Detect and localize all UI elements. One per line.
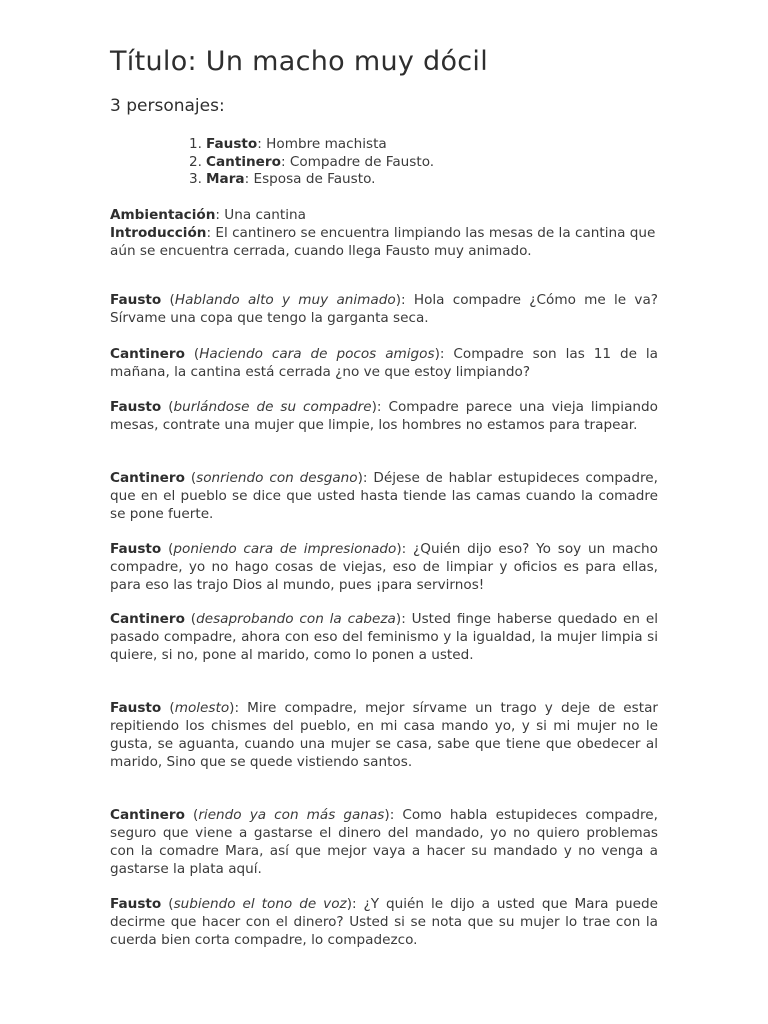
stage-direction: riendo ya con más ganas [198,807,385,823]
cast-number: 3. [189,171,202,187]
intro-label: Introducción [110,225,207,241]
dialogue-text: Compadre son las 11 de la mañana, la cantina está cerrada ¿no ve que estoy limpiando? [110,346,658,380]
dialogue-line: Fausto (Hablando alto y muy animado): Hola compadre ¿Cómo me le va? Sírvame una copa que tengo la garganta seca. [110,292,659,326]
cast-description: : Compadre de Fausto. [280,153,435,170]
dialogue-line: Fausto (poniendo cara de impresionado): ¿Quién dijo eso? Yo soy un macho compadre, yo no hago cosas de viejas, eso de limpiar y oficios es para ellas, para eso las trajo Dios al mundo, pues ¡para servirnos! [110,541,658,593]
dialogue-line: Fausto (molesto): Mire compadre, mejor sírvame un trago y deje de estar repitiendo los chismes del pueblo, en mi casa mando yo, y si mi mujer no le gusta, se aguanta, cuando una mujer se casa, sabe que tiene que obedecer al marido, Sino que se quede vistiendo santos. [110,700,659,770]
stage-direction: molesto [174,700,230,716]
speaker-name: Cantinero [110,470,185,486]
stage-direction: subiendo el tono de voz [173,896,347,912]
speaker-name: Fausto [110,399,162,415]
intro-text: : El cantinero se encuentra limpiando las mesas de la cantina que aún se encuentra cerrada, cuando llega Fausto muy animado. [110,225,656,259]
intro-line [110,224,658,260]
speaker-name: Fausto [110,896,162,912]
dialogue-text: Compadre parece una vieja limpiando mesas, contrate una mujer que limpie, los hombres no estamos para trapear. [110,399,658,433]
dialogue-text: ¿Y quién le dijo a usted que Mara puede decirme que hacer con el dinero? Usted si se nota que su mujer lo trae con la cuerda bien corta compadre, lo compadezco. [110,896,658,948]
cast-item [180,171,434,189]
dialogue-line: Cantinero (Haciendo cara de pocos amigos): Compadre son las 11 de la mañana, la cantina está cerrada ¿no ve que estoy limpiando? [110,346,658,380]
cast-name: Mara [206,171,245,187]
cast-description: : Hombre machista [257,136,387,152]
dialogue-text: Hola compadre ¿Cómo me le va? Sírvame una copa que tengo la garganta seca. [110,292,659,326]
dialogue-line: Cantinero (sonriendo con desgano): Déjese de hablar estupideces compadre, que en el pueblo se dice que usted hasta tiende las camas cuando la comadre se pone fuerte. [110,470,658,522]
stage-direction: burlándose de su compadre [173,399,372,415]
cast-number: 1. [189,136,202,152]
stage-direction: Hablando alto y muy animado [174,292,396,308]
dialogue-text: Mire compadre, mejor sírvame un trago y deje de estar repitiendo los chismes del pueblo, en mi casa mando yo, y si mi mujer no le gusta, se aguanta, cuando una mujer se casa, sabe que tiene que obedecer al marido, Sino que se quede vistiendo santos. [110,700,659,770]
cast-name: Fausto [206,136,258,152]
dialogue-line: Fausto (subiendo el tono de voz): ¿Y quién le dijo a usted que Mara puede decirme que hacer con el dinero? Usted si se nota que su mujer lo trae con la cuerda bien corta compadre, lo compadezco. [110,896,658,948]
document-title: Título: Un macho muy dócil [110,46,489,77]
cast-item [180,136,434,154]
setting-text: : Una cantina [215,207,306,223]
cast-heading: 3 personajes: [110,96,225,116]
speaker-name: Cantinero [110,346,185,362]
stage-direction: Haciendo cara de pocos amigos [199,346,435,362]
setting-label: Ambientación [110,207,216,223]
stage-direction: sonriendo con desgano [196,470,358,486]
speaker-name: Fausto [110,700,162,716]
cast-name: Cantinero [206,153,281,170]
speaker-name: Cantinero [110,611,185,627]
setting-line [110,206,658,224]
stage-direction: poniendo cara de impresionado [173,541,397,557]
setting-block [110,206,658,260]
cast-item [180,154,434,172]
dialogue-text: ¿Quién dijo eso? Yo soy un macho compadre, yo no hago cosas de viejas, eso de limpiar y oficios es para ellas, para eso las trajo Dios al mundo, pues ¡para servirnos! [110,541,658,593]
cast-number: 2. [189,153,202,170]
dialogue-line: Cantinero (riendo ya con más ganas): Como habla estupideces compadre, seguro que viene a gastarse el dinero del mandado, yo no quiero problemas con la comadre Mara, así que mejor vaya a hacer su mandado y no venga a gastarse la plata aquí. [110,807,658,877]
stage-direction: desaprobando con la cabeza [196,611,396,627]
speaker-name: Fausto [110,292,162,308]
dialogue-line: Fausto (burlándose de su compadre): Compadre parece una vieja limpiando mesas, contrate una mujer que limpie, los hombres no estamos para trapear. [110,399,658,433]
speaker-name: Fausto [110,541,162,557]
dialogue-line: Cantinero (desaprobando con la cabeza): Usted finge haberse quedado en el pasado compadre, ahora con eso del feminismo y la igualdad, la mujer limpia si quiere, si no, pone al marido, como lo ponen a usted. [110,611,658,663]
dialogue-text: Como habla estupideces compadre, seguro que viene a gastarse el dinero del mandado, yo no quiero problemas con la comadre Mara, así que mejor vaya a hacer su mandado y no venga a gastarse la plata aquí. [110,807,658,877]
cast-description: : Esposa de Fausto. [244,171,376,187]
dialogue-text: Usted finge haberse quedado en el pasado compadre, ahora con eso del feminismo y la igualdad, la mujer limpia si quiere, si no, pone al marido, como lo ponen a usted. [110,611,658,663]
cast-list [180,136,434,189]
speaker-name: Cantinero [110,807,185,823]
dialogue-text: Déjese de hablar estupideces compadre, que en el pueblo se dice que usted hasta tiende las camas cuando la comadre se pone fuerte. [110,470,658,522]
